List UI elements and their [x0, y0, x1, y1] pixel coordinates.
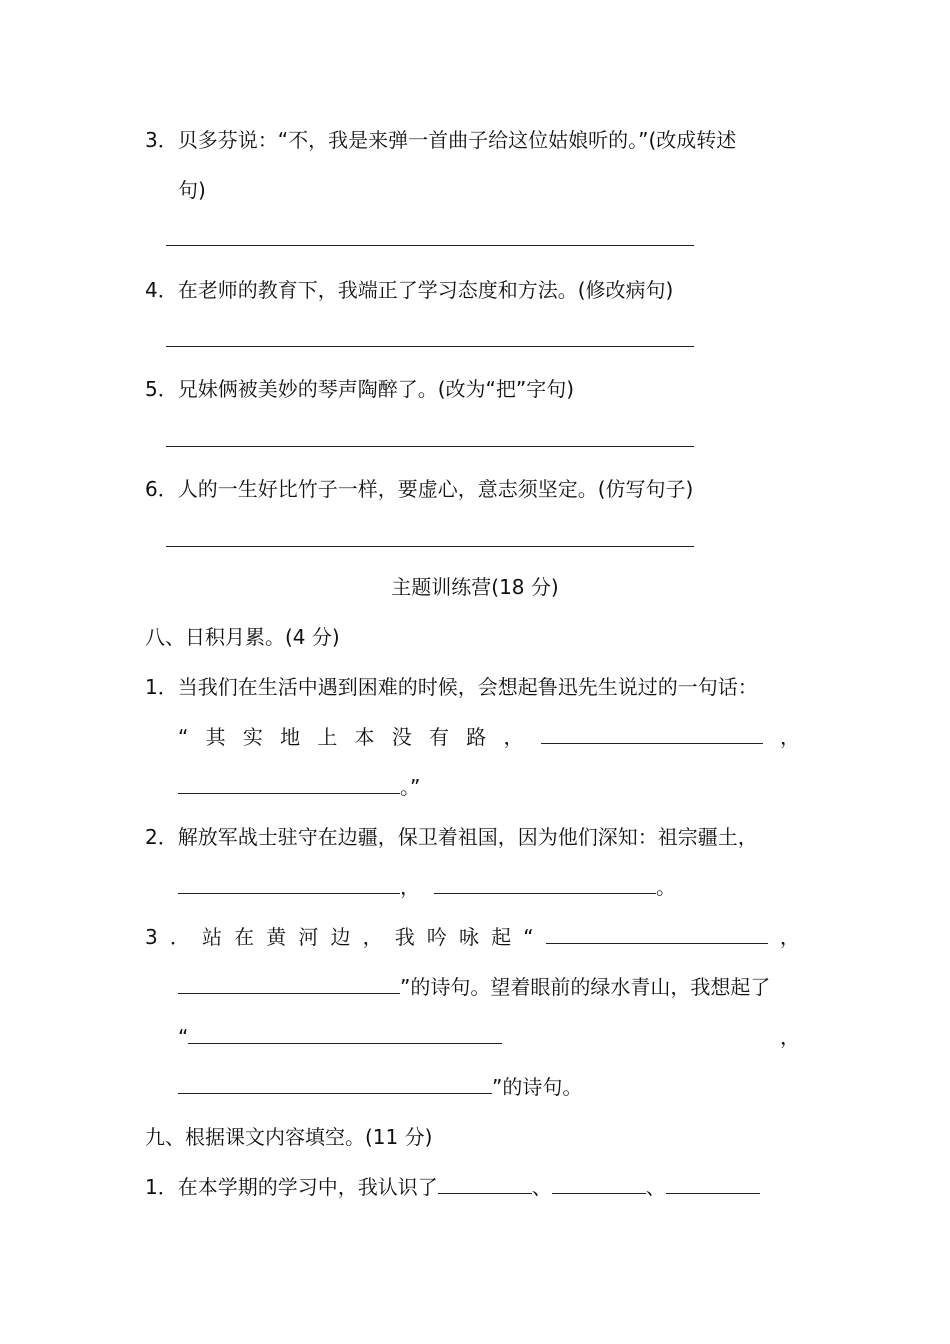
q8-item2-line2 — [178, 873, 676, 901]
quote-char: 实 — [242, 725, 263, 749]
comma: ， — [780, 1025, 800, 1049]
item3-char: “ — [523, 925, 534, 949]
fill-blank[interactable] — [546, 923, 768, 944]
fill-blank[interactable] — [178, 973, 400, 994]
fill-blank[interactable] — [178, 873, 400, 894]
q8-item1-text: 1．当我们在生活中遇到困难的时候，会想起鲁迅先生说过的一句话： — [145, 675, 758, 699]
q9-heading: 九、根据课文内容填空。(11 分) — [145, 1125, 433, 1149]
item3-char: ． — [169, 925, 190, 949]
fill-blank[interactable] — [178, 1073, 492, 1094]
quote-char: 有 — [429, 725, 450, 749]
item3-char: ， — [362, 925, 383, 949]
fill-blank[interactable] — [188, 1023, 502, 1044]
fill-blank[interactable] — [541, 723, 763, 744]
q7-item4 — [145, 276, 673, 304]
q8-item3-line3 — [178, 1023, 800, 1051]
item3-char: 站 — [201, 925, 222, 949]
fill-blank[interactable] — [178, 773, 400, 794]
quote-char: “ — [178, 725, 189, 749]
item3-char: 3 — [145, 925, 158, 949]
item3-char: 黄 — [266, 925, 287, 949]
q8-item3-line1 — [145, 923, 800, 951]
comma: ， — [779, 925, 800, 949]
q7-item5-text: 兄妹俩被美妙的琴声陶醉了。(改为“把”字句) — [177, 377, 575, 401]
q9-item1 — [145, 1173, 760, 1201]
quote-char: 路 — [466, 725, 487, 749]
comma: ， — [400, 875, 420, 899]
q8-heading: 八、日积月累。(4 分) — [145, 625, 340, 649]
q7-item5-num: 5． — [145, 377, 178, 401]
quote-char: 地 — [280, 725, 301, 749]
q7-item6-text: 人的一生好比竹子一样，要虚心，意志须坚定。(仿写句子) — [177, 477, 694, 501]
fill-blank[interactable] — [666, 1173, 760, 1194]
q7-item3-num: 3． — [145, 128, 178, 152]
quote-char: 上 — [317, 725, 338, 749]
q7-item3-text: 贝多芬说：“不，我是来弹一首曲子给这位姑娘听的。”(改成转述 — [177, 128, 737, 152]
q7-item5 — [145, 375, 574, 403]
comma: ， — [779, 725, 800, 749]
separator: 、 — [531, 1175, 552, 1199]
end-mark: 。” — [400, 775, 421, 799]
open-quote: “ — [178, 1025, 189, 1049]
item3-char: 起 — [491, 925, 512, 949]
answer-line-6[interactable] — [166, 546, 694, 547]
separator: 、 — [645, 1175, 666, 1199]
q7-item6 — [145, 475, 693, 503]
q8-item1-line3 — [178, 773, 420, 801]
q7-item3-cont: 句) — [178, 178, 206, 202]
item3-char: 咏 — [458, 925, 479, 949]
item3-end: ”的诗句。 — [492, 1075, 583, 1099]
quote-char: ， — [503, 725, 524, 749]
end-mark: 。 — [656, 875, 676, 899]
answer-line-5[interactable] — [166, 446, 694, 447]
answer-line-3[interactable] — [166, 245, 694, 246]
item3-char: 吟 — [426, 925, 447, 949]
item3-char: 我 — [394, 925, 415, 949]
q8-item2-text: 2．解放军战士驻守在边疆，保卫着祖国，因为他们深知：祖宗疆土， — [145, 825, 758, 849]
q7-item3 — [145, 126, 736, 154]
item3-mid: ”的诗句。望着眼前的绿水青山，我想起了 — [400, 975, 771, 999]
fill-blank[interactable] — [552, 1173, 646, 1194]
fill-blank[interactable] — [434, 873, 656, 894]
item3-char: 河 — [298, 925, 319, 949]
item3-char: 边 — [330, 925, 351, 949]
q8-item3-line2 — [178, 973, 770, 1001]
item3-char: 在 — [234, 925, 255, 949]
answer-line-4[interactable] — [166, 346, 694, 347]
q7-item4-num: 4． — [145, 278, 178, 302]
fill-blank[interactable] — [438, 1173, 532, 1194]
q7-item4-text: 在老师的教育下，我端正了学习态度和方法。(修改病句) — [177, 278, 674, 302]
quote-char: 其 — [205, 725, 226, 749]
quote-char: 没 — [391, 725, 412, 749]
q7-item6-num: 6． — [145, 477, 178, 501]
section-title: 主题训练营(18 分) — [391, 575, 559, 599]
quote-char: 本 — [354, 725, 375, 749]
q9-item1-text: 1．在本学期的学习中，我认识了 — [145, 1175, 438, 1199]
q8-item1-quote-line — [178, 723, 800, 751]
q8-item3-line4 — [178, 1073, 582, 1101]
